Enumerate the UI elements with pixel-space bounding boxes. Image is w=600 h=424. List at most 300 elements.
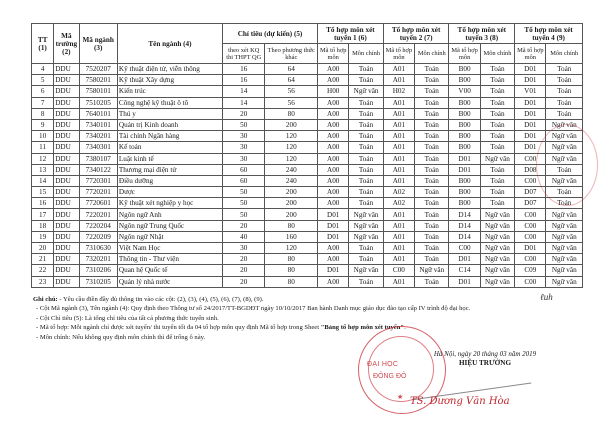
row-ten-nganh: Điều dưỡng [117, 175, 222, 186]
row-mon-chinh-3: Toán [480, 142, 514, 153]
row-mon-chinh-4: Ngữ văn [546, 231, 583, 242]
note-line-4 [33, 323, 593, 332]
row-ma-to-hop-2: H02 [383, 86, 414, 97]
row-ma-nganh: 7510205 [79, 97, 117, 108]
row-ten-nganh: Kỹ thuật điện tử, viễn thông [117, 64, 222, 75]
row-ma-to-hop-2: A01 [383, 153, 414, 164]
row-mon-chinh-3: Toán [480, 131, 514, 142]
row-ten-nganh: Quản trị Kinh doanh [117, 119, 222, 130]
row-mon-chinh-1: Toán [349, 131, 383, 142]
note-line-5: - Môn chính: Nếu không quy định môn chính thì để trống ô này. [36, 333, 206, 341]
row-ma-truong: DDU [54, 86, 79, 97]
row-mon-chinh-1: Toán [349, 119, 383, 130]
row-ma-to-hop-1: D01 [318, 265, 349, 276]
row-ma-truong: DDU [54, 276, 79, 287]
row-chi-tieu-khac: 80 [265, 276, 318, 287]
row-ma-nganh: 7340122 [79, 164, 117, 175]
table-row [32, 265, 583, 276]
row-ma-to-hop-4: D01 [515, 119, 546, 130]
row-mon-chinh-3: Ngữ văn [480, 265, 514, 276]
table-row [32, 142, 583, 153]
row-ten-nganh: Kiến trúc [117, 86, 222, 97]
row-mon-chinh-2: Toán [415, 175, 449, 186]
row-mon-chinh-2: Toán [415, 97, 449, 108]
row-chi-tieu-khac: 200 [265, 187, 318, 198]
row-chi-tieu-khac: 120 [265, 142, 318, 153]
header-to-hop-4: Tổ hợp môn xét tuyển 4 (9) [515, 24, 583, 44]
row-ma-to-hop-3: B00 [449, 119, 480, 130]
row-tt: 7 [32, 97, 54, 108]
row-ma-to-hop-4: D01 [515, 97, 546, 108]
stamp-partial-mark [536, 124, 598, 206]
row-mon-chinh-3: Toán [480, 86, 514, 97]
row-mon-chinh-3: Toán [480, 108, 514, 119]
row-mon-chinh-1: Toán [349, 198, 383, 209]
table-row [32, 97, 583, 108]
row-ma-to-hop-1: A00 [318, 187, 349, 198]
row-ma-to-hop-3: D01 [449, 276, 480, 287]
row-mon-chinh-1: Toán [349, 97, 383, 108]
row-ma-to-hop-4: C00 [515, 175, 546, 186]
row-ma-to-hop-2: C00 [383, 265, 414, 276]
note-line-2: - Cột Mã ngành (3), Tên ngành (4): Quy định theo Thông tư số 24/2017/TT-BGDĐT ngày 10/10/2017 Ban hành Danh mục giáo dục đào tạo cấp IV trình độ đại học. [36, 305, 471, 313]
row-ma-truong: DDU [54, 187, 79, 198]
row-ma-nganh: 7720601 [79, 198, 117, 209]
row-ma-to-hop-3: D01 [449, 164, 480, 175]
table-row [32, 86, 583, 97]
row-ma-to-hop-2: A02 [383, 187, 414, 198]
row-ten-nganh: Kỹ thuật xét nghiệp y học [117, 198, 222, 209]
table-row [32, 209, 583, 220]
row-ten-nganh: Kế toán [117, 142, 222, 153]
row-ma-to-hop-3: B00 [449, 108, 480, 119]
row-ma-to-hop-1: A00 [318, 198, 349, 209]
row-ma-to-hop-3: C14 [449, 265, 480, 276]
row-mon-chinh-2: Toán [415, 119, 449, 130]
table-row [32, 153, 583, 164]
row-mon-chinh-3: Ngữ văn [480, 153, 514, 164]
row-chi-tieu-thpt: 20 [223, 276, 265, 287]
stamp-text-2: ĐÔNG ĐÔ [373, 373, 407, 380]
row-ma-to-hop-4: C00 [515, 276, 546, 287]
row-chi-tieu-thpt: 60 [223, 164, 265, 175]
row-ma-to-hop-2: A01 [383, 108, 414, 119]
row-ma-to-hop-4: D01 [515, 75, 546, 86]
header-chi-tieu-thpt: theo xét KQ thi THPT QG [223, 44, 265, 64]
row-tt: 16 [32, 198, 54, 209]
header-ma-to-hop-2: Mã tổ hợp môn [383, 44, 414, 64]
row-mon-chinh-3: Toán [480, 119, 514, 130]
row-mon-chinh-3: Toán [480, 164, 514, 175]
row-mon-chinh-1: Toán [349, 153, 383, 164]
header-chi-tieu: Chỉ tiêu (dự kiến) (5) [223, 24, 318, 44]
row-mon-chinh-4: Toán [546, 64, 583, 75]
note-line-1 [33, 295, 593, 304]
row-mon-chinh-4: Ngữ văn [546, 142, 583, 153]
row-mon-chinh-4: Ngữ văn [546, 220, 583, 231]
row-ma-to-hop-4: V01 [515, 86, 546, 97]
row-ma-to-hop-4: D07 [515, 198, 546, 209]
row-mon-chinh-2: Toán [415, 209, 449, 220]
row-ma-nganh: 7220204 [79, 220, 117, 231]
row-mon-chinh-3: Ngữ văn [480, 254, 514, 265]
row-ma-to-hop-4: C00 [515, 153, 546, 164]
row-chi-tieu-thpt: 30 [223, 131, 265, 142]
row-chi-tieu-thpt: 20 [223, 108, 265, 119]
header-to-hop-1: Tổ hợp môn xét tuyển 1 (6) [318, 24, 384, 44]
header-mon-chinh-3: Môn chính [480, 44, 514, 64]
row-ma-nganh: 7340301 [79, 142, 117, 153]
header-ma-to-hop-3: Mã tổ hợp môn [449, 44, 480, 64]
row-ma-to-hop-2: A01 [383, 254, 414, 265]
row-mon-chinh-4: Toán [546, 164, 583, 175]
row-mon-chinh-1: Ngữ văn [349, 209, 383, 220]
row-chi-tieu-thpt: 30 [223, 142, 265, 153]
row-ma-truong: DDU [54, 108, 79, 119]
row-ma-nganh: 7340101 [79, 119, 117, 130]
row-mon-chinh-3: Toán [480, 97, 514, 108]
row-ma-to-hop-3: B00 [449, 198, 480, 209]
row-mon-chinh-2: Toán [415, 75, 449, 86]
row-ten-nganh: Tài chính Ngân hàng [117, 131, 222, 142]
row-chi-tieu-thpt: 20 [223, 265, 265, 276]
row-ma-to-hop-2: A01 [383, 243, 414, 254]
row-mon-chinh-1: Toán [349, 75, 383, 86]
row-ma-to-hop-3: B00 [449, 175, 480, 186]
row-ma-to-hop-2: A01 [383, 97, 414, 108]
row-ma-to-hop-3: D01 [449, 254, 480, 265]
row-ma-to-hop-1: A00 [318, 164, 349, 175]
note-text-4b: "Bảng tổ hợp môn xét tuyển" [320, 324, 405, 332]
row-mon-chinh-4: Ngữ văn [546, 265, 583, 276]
row-ma-to-hop-2: A01 [383, 64, 414, 75]
row-ma-to-hop-3: C00 [449, 243, 480, 254]
row-ma-nganh: 7580101 [79, 86, 117, 97]
row-mon-chinh-2: Toán [415, 64, 449, 75]
row-mon-chinh-3: Ngữ văn [480, 231, 514, 242]
row-mon-chinh-2: Toán [415, 153, 449, 164]
row-ma-truong: DDU [54, 142, 79, 153]
note-text-4a: - Mã tổ hợp: Mỗi ngành chỉ được xét tuyển/ thi tuyển tối đa 04 tổ hợp môn quy định Mã tổ hợp trong Sheet [36, 324, 321, 332]
row-tt: 12 [32, 153, 54, 164]
row-ma-nganh: 7720301 [79, 175, 117, 186]
row-tt: 10 [32, 131, 54, 142]
sign-date: Hà Nội, ngày 20 tháng 03 năm 2019 [433, 350, 537, 358]
table-row [32, 220, 583, 231]
row-mon-chinh-3: Toán [480, 175, 514, 186]
row-mon-chinh-3: Ngữ văn [480, 243, 514, 254]
row-ma-to-hop-2: A01 [383, 276, 414, 287]
note-text-4c: . [404, 324, 406, 332]
row-mon-chinh-4: Ngữ văn [546, 276, 583, 287]
header-mon-chinh-2: Môn chính [415, 44, 449, 64]
row-mon-chinh-2: Toán [415, 243, 449, 254]
row-ma-to-hop-1: A00 [318, 97, 349, 108]
row-ma-to-hop-3: D01 [449, 153, 480, 164]
row-chi-tieu-khac: 80 [265, 220, 318, 231]
row-ma-to-hop-2: A01 [383, 142, 414, 153]
row-mon-chinh-2: Toán [415, 276, 449, 287]
row-mon-chinh-4: Toán [546, 198, 583, 209]
row-mon-chinh-3: Ngữ văn [480, 276, 514, 287]
row-chi-tieu-khac: 80 [265, 254, 318, 265]
row-ma-nganh: 7640101 [79, 108, 117, 119]
row-ma-truong: DDU [54, 119, 79, 130]
row-ma-truong: DDU [54, 97, 79, 108]
row-chi-tieu-khac: 160 [265, 231, 318, 242]
row-chi-tieu-thpt: 14 [223, 97, 265, 108]
row-ma-truong: DDU [54, 265, 79, 276]
row-ma-to-hop-4: D01 [515, 64, 546, 75]
row-tt: 20 [32, 243, 54, 254]
header-ma-truong: Mã trường (2) [54, 24, 79, 64]
row-ma-to-hop-3: D14 [449, 209, 480, 220]
row-mon-chinh-1: Ngữ văn [349, 265, 383, 276]
row-chi-tieu-thpt: 16 [223, 75, 265, 86]
row-ten-nganh: Công nghệ kỹ thuật ô tô [117, 97, 222, 108]
row-ma-to-hop-3: V00 [449, 86, 480, 97]
row-tt: 22 [32, 265, 54, 276]
row-ma-to-hop-1: A00 [318, 175, 349, 186]
row-ma-to-hop-4: C00 [515, 231, 546, 242]
row-chi-tieu-khac: 80 [265, 265, 318, 276]
table-row [32, 254, 583, 265]
row-ma-to-hop-4: D07 [515, 187, 546, 198]
row-ma-to-hop-3: D14 [449, 220, 480, 231]
row-ten-nganh: Việt Nam Học [117, 243, 222, 254]
table-row [32, 187, 583, 198]
row-ma-to-hop-4: D01 [515, 142, 546, 153]
row-ma-truong: DDU [54, 198, 79, 209]
row-ten-nganh: Ngôn ngữ Nhật [117, 231, 222, 242]
row-mon-chinh-2: Toán [415, 131, 449, 142]
row-ten-nganh: Ngôn ngữ Anh [117, 209, 222, 220]
row-chi-tieu-thpt: 16 [223, 64, 265, 75]
row-ten-nganh: Quản lý nhà nước [117, 276, 222, 287]
table-row [32, 164, 583, 175]
row-chi-tieu-khac: 120 [265, 153, 318, 164]
row-mon-chinh-1: Toán [349, 187, 383, 198]
row-mon-chinh-3: Ngữ văn [480, 209, 514, 220]
row-mon-chinh-4: Ngữ văn [546, 209, 583, 220]
row-mon-chinh-1: Toán [349, 175, 383, 186]
row-ma-to-hop-1: D01 [318, 220, 349, 231]
row-ma-nganh: 7310630 [79, 243, 117, 254]
row-chi-tieu-thpt: 50 [223, 187, 265, 198]
row-mon-chinh-2: Toán [415, 254, 449, 265]
row-chi-tieu-khac: 200 [265, 119, 318, 130]
row-ma-to-hop-2: A01 [383, 220, 414, 231]
row-ma-to-hop-4: D01 [515, 243, 546, 254]
row-ma-nganh: 7220209 [79, 231, 117, 242]
row-ma-to-hop-1: A00 [318, 64, 349, 75]
row-ma-truong: DDU [54, 75, 79, 86]
row-chi-tieu-thpt: 50 [223, 209, 265, 220]
row-ma-to-hop-3: D14 [449, 231, 480, 242]
row-ma-nganh: 7720201 [79, 187, 117, 198]
header-ma-to-hop-4: Mã tổ hợp môn [515, 44, 546, 64]
row-ma-nganh: 7520207 [79, 64, 117, 75]
row-ma-nganh: 7340201 [79, 131, 117, 142]
header-tt: TT (1) [32, 24, 54, 64]
row-ma-nganh: 7220201 [79, 209, 117, 220]
sign-name: TS. Dương Văn Hòa [410, 396, 510, 407]
row-chi-tieu-thpt: 60 [223, 175, 265, 186]
row-ma-to-hop-2: A01 [383, 175, 414, 186]
row-mon-chinh-1: Toán [349, 108, 383, 119]
header-mon-chinh-1: Môn chính [349, 44, 383, 64]
row-ma-to-hop-1: A00 [318, 142, 349, 153]
row-chi-tieu-thpt: 20 [223, 254, 265, 265]
row-chi-tieu-khac: 200 [265, 198, 318, 209]
row-mon-chinh-4: Toán [546, 187, 583, 198]
row-ma-truong: DDU [54, 164, 79, 175]
row-ten-nganh: Kỹ thuật Xây dựng [117, 75, 222, 86]
row-ma-to-hop-3: B00 [449, 131, 480, 142]
row-chi-tieu-khac: 240 [265, 175, 318, 186]
row-mon-chinh-2: Ngữ văn [415, 265, 449, 276]
row-mon-chinh-4: Ngữ văn [546, 243, 583, 254]
row-chi-tieu-thpt: 30 [223, 243, 265, 254]
row-mon-chinh-1: Toán [349, 64, 383, 75]
row-mon-chinh-1: Toán [349, 276, 383, 287]
row-mon-chinh-3: Toán [480, 75, 514, 86]
row-chi-tieu-khac: 64 [265, 64, 318, 75]
handwritten-initials: ℓuh [540, 292, 553, 302]
row-chi-tieu-thpt: 14 [223, 86, 265, 97]
header-mon-chinh-4: Môn chính [546, 44, 583, 64]
admission-table [31, 23, 583, 288]
row-ten-nganh: Thú y [117, 108, 222, 119]
row-chi-tieu-khac: 64 [265, 75, 318, 86]
row-ma-truong: DDU [54, 175, 79, 186]
row-tt: 5 [32, 75, 54, 86]
row-ma-to-hop-3: B00 [449, 97, 480, 108]
header-chi-tieu-khac: Theo phương thức khác [265, 44, 318, 64]
row-ma-to-hop-2: A01 [383, 231, 414, 242]
row-ma-to-hop-1: D01 [318, 231, 349, 242]
row-ma-to-hop-1: D01 [318, 209, 349, 220]
row-ten-nganh: Luật kinh tế [117, 153, 222, 164]
stamp-text-1: ĐẠI HỌC [367, 361, 399, 368]
row-mon-chinh-1: Toán [349, 243, 383, 254]
row-ma-to-hop-3: B00 [449, 75, 480, 86]
row-ma-truong: DDU [54, 220, 79, 231]
row-chi-tieu-khac: 120 [265, 131, 318, 142]
table-row [32, 131, 583, 142]
row-ma-to-hop-1: A00 [318, 243, 349, 254]
table-row [32, 243, 583, 254]
row-tt: 9 [32, 119, 54, 130]
row-ma-to-hop-2: A01 [383, 119, 414, 130]
table-row [32, 276, 583, 287]
row-ten-nganh: Ngôn ngữ Trung Quốc [117, 220, 222, 231]
row-ma-truong: DDU [54, 231, 79, 242]
row-tt: 13 [32, 164, 54, 175]
row-ma-to-hop-1: H00 [318, 86, 349, 97]
note-line-3: - Cột Chỉ tiêu (5): Là tổng chỉ tiêu của tất cả phương thức tuyển sinh. [36, 314, 219, 322]
row-ma-to-hop-4: C09 [515, 265, 546, 276]
row-mon-chinh-4: Toán [546, 75, 583, 86]
row-ma-to-hop-1: A00 [318, 119, 349, 130]
table-row [32, 108, 583, 119]
row-mon-chinh-2: Toán [415, 220, 449, 231]
row-mon-chinh-2: Toán [415, 142, 449, 153]
row-mon-chinh-3: Toán [480, 64, 514, 75]
row-ma-to-hop-3: B00 [449, 64, 480, 75]
row-ma-to-hop-3: B00 [449, 187, 480, 198]
row-tt: 14 [32, 175, 54, 186]
row-ma-to-hop-3: B00 [449, 142, 480, 153]
table-body [32, 64, 583, 288]
row-mon-chinh-3: Toán [480, 187, 514, 198]
row-mon-chinh-1: Ngữ văn [349, 220, 383, 231]
row-ma-to-hop-1: A00 [318, 131, 349, 142]
table-row [32, 75, 583, 86]
row-ma-to-hop-4: D08 [515, 164, 546, 175]
row-tt: 11 [32, 142, 54, 153]
row-tt: 4 [32, 64, 54, 75]
row-ma-to-hop-1: A00 [318, 153, 349, 164]
row-mon-chinh-3: Toán [480, 198, 514, 209]
row-ma-to-hop-2: A01 [383, 131, 414, 142]
row-mon-chinh-1: Toán [349, 254, 383, 265]
row-mon-chinh-2: Toán [415, 86, 449, 97]
row-chi-tieu-khac: 56 [265, 86, 318, 97]
row-ma-to-hop-4: D01 [515, 131, 546, 142]
row-mon-chinh-4: Ngữ văn [546, 131, 583, 142]
row-mon-chinh-4: Ngữ văn [546, 254, 583, 265]
row-mon-chinh-4: Toán [546, 86, 583, 97]
row-ma-to-hop-2: A01 [383, 164, 414, 175]
row-ma-to-hop-1: A00 [318, 254, 349, 265]
row-tt: 23 [32, 276, 54, 287]
row-ma-nganh: 7380107 [79, 153, 117, 164]
row-tt: 15 [32, 187, 54, 198]
row-mon-chinh-2: Toán [415, 231, 449, 242]
row-mon-chinh-4: Ngữ văn [546, 175, 583, 186]
table-row [32, 198, 583, 209]
row-tt: 8 [32, 108, 54, 119]
notes-label: Ghi chú: [33, 296, 58, 303]
row-ma-truong: DDU [54, 153, 79, 164]
row-ten-nganh: Quan hệ Quốc tế [117, 265, 222, 276]
row-tt: 17 [32, 209, 54, 220]
row-ma-to-hop-4: C00 [515, 254, 546, 265]
row-ma-truong: DDU [54, 254, 79, 265]
row-tt: 18 [32, 220, 54, 231]
row-mon-chinh-1: Toán [349, 142, 383, 153]
row-tt: 21 [32, 254, 54, 265]
row-chi-tieu-khac: 56 [265, 97, 318, 108]
row-ma-nganh: 7310205 [79, 276, 117, 287]
row-chi-tieu-thpt: 50 [223, 198, 265, 209]
row-ma-to-hop-2: A01 [383, 75, 414, 86]
row-chi-tieu-thpt: 30 [223, 153, 265, 164]
header-ma-nganh: Mã ngành (3) [79, 24, 117, 64]
row-ma-to-hop-1: A00 [318, 108, 349, 119]
row-ma-to-hop-1: A00 [318, 276, 349, 287]
row-ten-nganh: Dược [117, 187, 222, 198]
row-chi-tieu-thpt: 50 [223, 119, 265, 130]
row-tt: 6 [32, 86, 54, 97]
sign-role: HIỆU TRƯỞNG [458, 359, 512, 367]
row-ma-to-hop-4: C00 [515, 209, 546, 220]
note-text-1: - Yêu cầu điền đầy đủ thông tin vào các cột: (2), (3), (4), (5), (6), (7), (8), (9). [57, 296, 264, 303]
table-row [32, 119, 583, 130]
star-icon: ★ [397, 393, 404, 401]
row-mon-chinh-1: Toán [349, 164, 383, 175]
